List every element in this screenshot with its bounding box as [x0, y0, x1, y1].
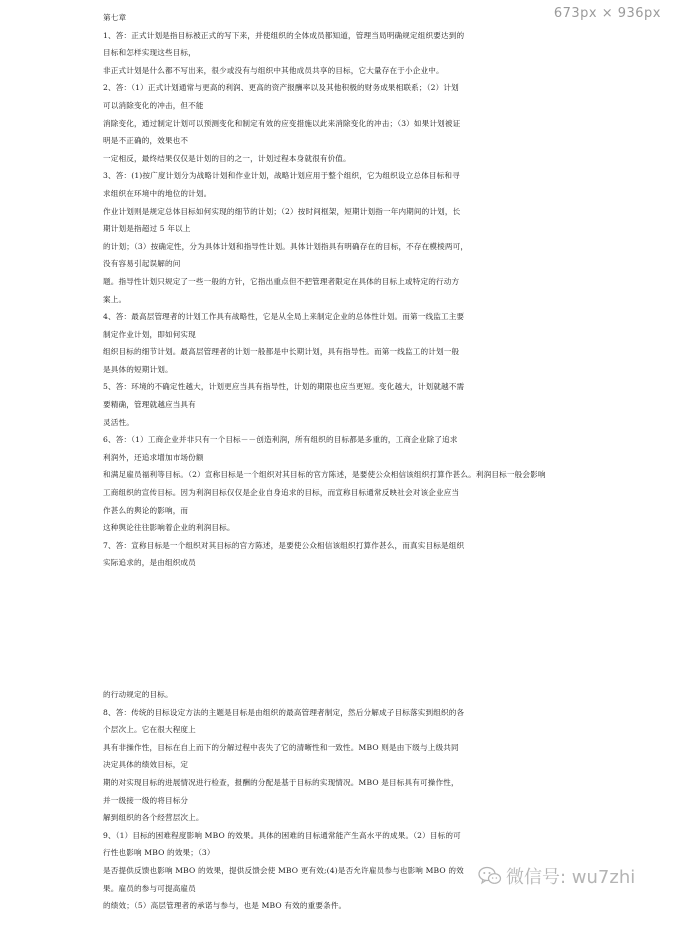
text-line: 6、答：（1）工商企业并非只有一个目标－－创造利润，所有组织的目标都是多重的，工商企业除了追求 — [103, 435, 458, 445]
text-line: 组织目标的细节计划。最高层管理者的计划一般都是中长期计划，具有指导性。而第一线监工的计划一般 — [103, 347, 460, 357]
text-line: 果。雇员的参与可提高雇员 — [103, 883, 196, 893]
watermark-text: 微信号: wu7zhi — [506, 867, 636, 888]
text-line: 具有非操作性，目标在自上而下的分解过程中丧失了它的清晰性和一致性。MBO 则是由下级与上级共同 — [103, 742, 459, 752]
text-line: 1、答：正式计划是指目标被正式的写下来，并使组织的全体成员都知道，管理当局明确规定组织要达到的 — [103, 30, 465, 40]
text-line: 一定相反，最终结果仅仅是计划的目的之一，计划过程本身就很有价值。 — [103, 153, 351, 163]
text-line: 可以消除变化的冲击，但不能 — [103, 100, 204, 110]
text-line: 和满足雇员福利等目标。（2）宣称目标是一个组织对其目标的官方陈述，是要使公众相信该组织打算作甚么。利润目标一般会影响 — [103, 470, 546, 480]
text-line: 制定作业计划，即如何实现 — [103, 329, 196, 339]
text-line: 期计划是指超过 5 年以上 — [103, 224, 191, 234]
text-line: 2、答：（1）正式计划通常与更高的利润、更高的资产报酬率以及其他积极的财务成果相联系；（2）计划 — [103, 83, 459, 93]
text-line: 4、答：最高层管理者的计划工作具有战略性，它是从全局上来制定企业的总体性计划。而第一线监工主要 — [103, 312, 465, 322]
chapter-title: 第七章 — [103, 13, 127, 22]
text-line: 作业计划则是规定总体目标如何实现的细节的计划；（2）按时间框架，短期计划指一年内期间的计划，长 — [103, 206, 461, 216]
text-line: 求组织在环境中的地位的计划。 — [103, 188, 212, 198]
text-line: 的行动规定的目标。 — [103, 690, 173, 699]
text-line: 作甚么的舆论的影响，而 — [103, 505, 189, 515]
text-line: 的计划；（3）按确定性，分为具体计划和指导性计划。具体计划指具有明确存在的目标，不存在模棱两可， — [103, 241, 469, 251]
text-line: 题。指导性计划只规定了一些一般的方针，它指出重点但不把管理者限定在具体的目标上或特定的行动方 — [103, 276, 460, 286]
text-line: 是具体的短期计划。 — [103, 364, 173, 374]
text-line: 个层次上。它在很大程度上 — [103, 725, 196, 735]
text-line: 案上。 — [103, 294, 127, 304]
text-line: 实际追求的，是由组织成员 — [103, 558, 196, 568]
wechat-icon — [478, 866, 502, 886]
text-line: 8、答：传统的目标设定方法的主题是目标是由组织的最高管理者制定，然后分解成子目标落实到组织的各 — [103, 707, 465, 717]
text-line: 这种舆论往往影响着企业的利润目标。 — [103, 523, 235, 533]
text-line: 明是不正确的，效果也不 — [103, 136, 189, 146]
text-line: 没有容易引起误解的问 — [103, 259, 181, 269]
document-body — [103, 9, 559, 911]
text-line: 9、（1）目标的困难程度影响 MBO 的效果。具体的困难的目标通常能产生高水平的成果。（2）目标的可 — [103, 830, 461, 840]
text-line: 7、答：宣称目标是一个组织对其目标的官方陈述，是要使公众相信该组织打算作甚么，而真实目标是组织 — [103, 540, 465, 550]
dimension-label: 673px × 936px — [553, 6, 661, 21]
text-line: 行性也影响 MBO 的效果；（3） — [103, 848, 215, 858]
text-line: 工商组织的宣传目标。因为利润目标仅仅是企业自身追求的目标，而宣称目标通常反映社会对该企业应当 — [103, 488, 460, 498]
text-line: 目标和怎样实现这些目标， — [103, 48, 196, 58]
text-line: 3、答：(1)按广度计划分为战略计划和作业计划，战略计划应用于整个组织，它为组织设立总体目标和寻 — [103, 171, 460, 181]
text-line: 解到组织的各个经营层次上。 — [103, 813, 204, 823]
text-line: 灵活性。 — [103, 417, 134, 427]
text-line: 的绩效；（5）高层管理者的承诺与参与，也是 MBO 有效的重要条件。 — [103, 901, 347, 911]
text-line: 5、答：环境的不确定性越大，计划更应当具有指导性，计划的期限也应当更短。变化越大，计划就越不需 — [103, 382, 465, 392]
text-line: 非正式计划是什么都不写出来，很少或没有与组织中其他成员共享的目标，它大量存在于小企业中。 — [103, 65, 444, 75]
text-line: 是否提供反馈也影响 MBO 的效果，提供反馈会使 MBO 更有效;(4)是否允许雇员参与也影响 MBO 的效 — [103, 865, 464, 875]
watermark — [478, 862, 635, 890]
text-line: 决定具体的绩效目标，定 — [103, 760, 189, 770]
text-line: 期的对实现目标的进展情况进行检查，报酬的分配是基于目标的实现情况。MBO 是目标具有可操作性， — [103, 777, 459, 787]
text-line: 消除变化，通过制定计划可以预测变化和制定有效的应变措施以此来消除变化的冲击；（3）如果计划被证 — [103, 118, 461, 128]
text-line: 利润外，还追求增加市场份额 — [103, 452, 204, 462]
text-line: 要精确，管理就越应当具有 — [103, 400, 196, 410]
text-line: 并一级接一级的将目标分 — [103, 795, 189, 805]
text-block-top — [103, 27, 559, 572]
